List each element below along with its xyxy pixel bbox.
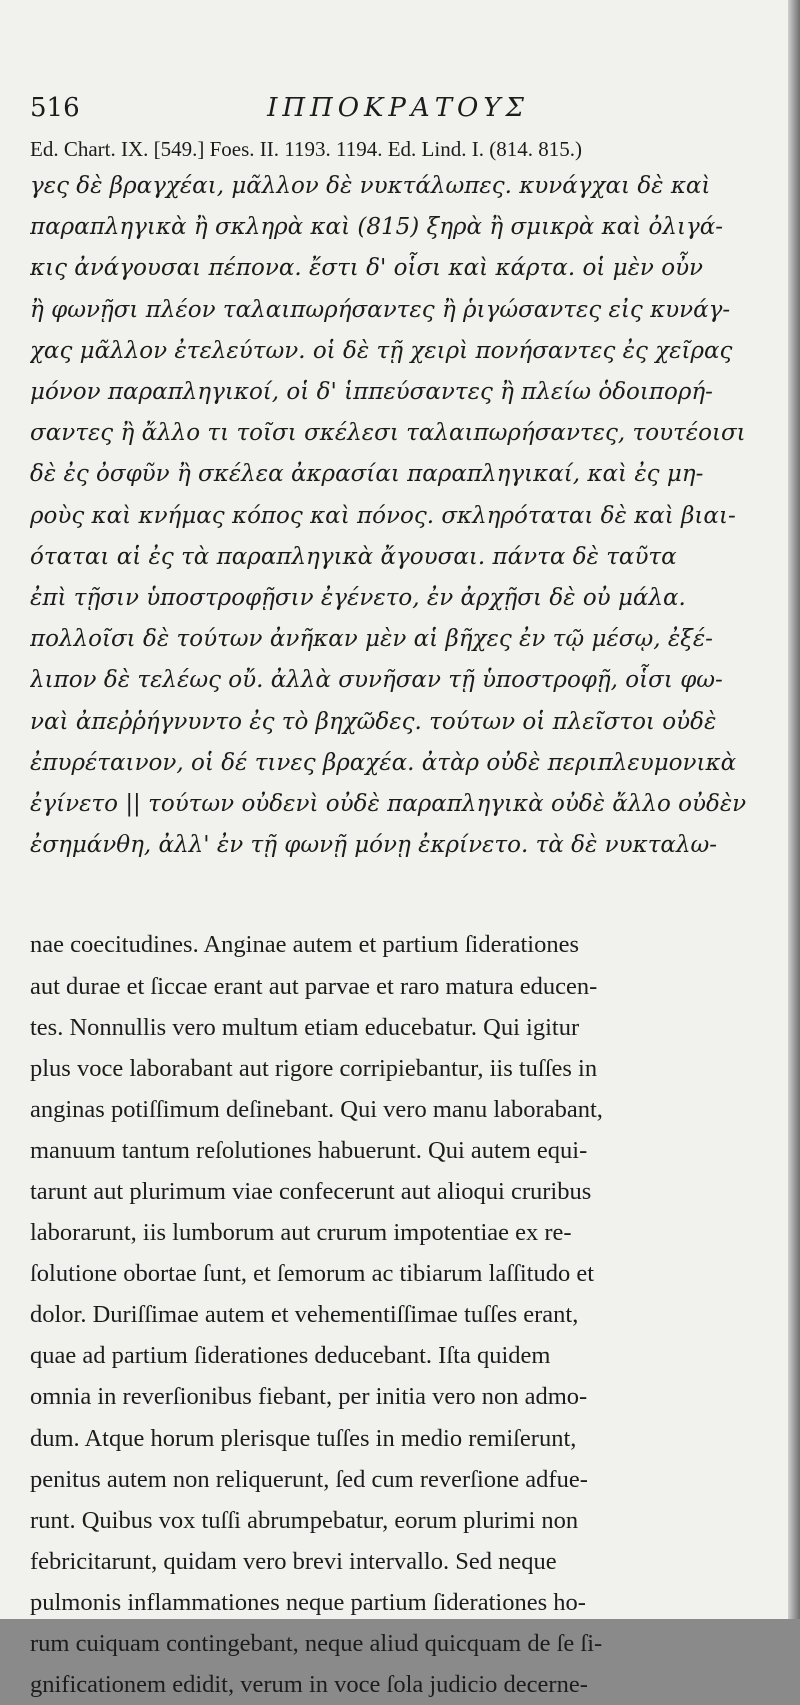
greek-text-block — [30, 166, 766, 866]
latin-text-line: febricitarunt, quidam vero brevi intervallo. Sed neque — [30, 1547, 557, 1575]
latin-text-line: rum cuiquam contingebant, neque aliud quicquam de ſe ſi- — [30, 1630, 603, 1658]
latin-text-line: runt. Quibus vox tuſſi abrumpebatur, eorum plurimi non — [30, 1506, 579, 1534]
latin-text-line: plus voce laborabant aut rigore corripiebantur, iis tuſſes in — [30, 1054, 598, 1082]
page-number: 516 — [30, 93, 80, 123]
greek-text-line: λιπον δὲ τελέως οὔ. ἀλλὰ συνῆσαν τῇ ὑποστροφῇ, οἷσι φω- — [30, 667, 723, 694]
latin-text-line: anginas potiſſimum deſinebant. Qui vero manu laborabant, — [30, 1095, 603, 1123]
latin-text-line: ſolutione obortae ſunt, et ſemorum ac tibiarum laſſitudo et — [30, 1260, 595, 1288]
greek-text-line: γες δὲ βραγχέαι, μᾶλλον δὲ νυκτάλωπες. κυνάγχαι δὲ καὶ — [30, 173, 711, 199]
latin-text-line: pulmonis inflammationes neque partium ſiderationes ho- — [30, 1588, 586, 1616]
edition-reference-line: Ed. Chart. IX. [549.] Foes. II. 1193. 1194. Ed. Lind. I. (814. 815.) — [30, 137, 582, 161]
latin-text-line: quae ad partium ſiderationes deducebant. Iſta quidem — [30, 1342, 551, 1370]
latin-text-line: nae coecitudines. Anginae autem et partium ſiderationes — [30, 931, 580, 959]
running-title: ΙΠΠΟΚΡΑΤΟΥΣ — [267, 93, 529, 123]
greek-text-line: ἐσημάνθη, ἀλλ' ἐν τῇ φωνῇ μόνῃ ἐκρίνετο. τὰ δὲ νυκταλω- — [30, 832, 718, 859]
greek-text-line: χας μᾶλλον ἐτελεύτων. οἱ δὲ τῇ χειρὶ πονήσαντες ἐς χεῖρας — [30, 337, 733, 364]
greek-text-line: σαντες ἢ ἄλλο τι τοῖσι σκέλεσι ταλαιπωρήσαντες, τουτέοισι — [30, 420, 746, 447]
latin-text-line: laborarunt, iis lumborum aut crurum impotentiae ex re- — [30, 1219, 572, 1247]
latin-text-block — [30, 924, 766, 1705]
greek-text-line: ἐγίνετο || τούτων οὐδενὶ οὐδὲ παραπληγικὰ οὐδὲ ἄλλο οὐδὲν — [30, 791, 747, 818]
greek-text-line: κις ἀνάγουσαι πέπονα. ἔστι δ' οἷσι καὶ κάρτα. οἱ μὲν οὖν — [30, 255, 704, 282]
latin-text-line: tes. Nonnullis vero multum etiam educebatur. Qui igitur — [30, 1013, 580, 1041]
latin-text-line: manuum tantum reſolutiones habuerunt. Qui autem equi- — [30, 1136, 588, 1164]
greek-text-line: ἐπὶ τῇσιν ὑποστροφῇσιν ἐγένετο, ἐν ἀρχῇσι δὲ οὐ μάλα. — [30, 585, 686, 612]
greek-text-line: πολλοῖσι δὲ τούτων ἀνῆκαν μὲν αἱ βῆχες ἐν τῷ μέσῳ, ἐξέ- — [30, 626, 713, 653]
latin-text-line: dolor. Duriſſimae autem et vehementiſſimae tuſſes erant, — [30, 1301, 579, 1329]
latin-text-line: gnificationem edidit, verum in voce ſola judicio decerne- — [30, 1671, 588, 1699]
latin-text-line: dum. Atque horum plerisque tuſſes in medio remiſerunt, — [30, 1424, 577, 1452]
latin-text-line: penitus autem non reliquerunt, ſed cum reverſione adfue- — [30, 1465, 588, 1493]
greek-text-line: ἢ φωνῇσι πλέον ταλαιπωρήσαντες ἢ ῥιγώσαντες εἰς κυνάγ- — [30, 296, 731, 323]
page-edge-shadow — [788, 0, 800, 1619]
section-gap — [30, 866, 766, 924]
latin-text-line: tarunt aut plurimum viae confecerunt aut alioqui cruribus — [30, 1178, 592, 1206]
greek-text-line: παραπληγικὰ ἢ σκληρὰ καὶ (815) ξηρὰ ἢ σμικρὰ καὶ ὀλιγά- — [30, 214, 724, 241]
running-head — [30, 88, 766, 128]
greek-text-line: ροὺς καὶ κνήμας κόπος καὶ πόνος. σκληρόταται δὲ καὶ βιαι- — [30, 502, 736, 529]
greek-text-line: όταται αἱ ἐς τὰ παραπληγικὰ ἄγουσαι. πάντα δὲ ταῦτα — [30, 543, 677, 570]
greek-text-line: δὲ ἐς ὀσφῦν ἢ σκέλεα ἀκρασίαι παραπληγικαί, καὶ ἐς μη- — [30, 461, 704, 488]
latin-text-line: aut durae et ſiccae erant aut parvae et raro matura educen- — [30, 972, 598, 1000]
greek-text-line: ναὶ ἀπεῤῥήγνυντο ἐς τὸ βηχῶδες. τούτων οἱ πλεῖστοι οὐδὲ — [30, 708, 717, 735]
greek-text-line: μόνον παραπληγικοί, οἱ δ' ἱππεύσαντες ἢ πλείω ὁδοιπορή- — [30, 379, 713, 406]
latin-text-line: omnia in reverſionibus fiebant, per initia vero non admo- — [30, 1383, 588, 1411]
greek-text-line: ἐπυρέταινον, οἱ δέ τινες βραχέα. ἀτὰρ οὐδὲ περιπλευμονικὰ — [30, 749, 737, 776]
